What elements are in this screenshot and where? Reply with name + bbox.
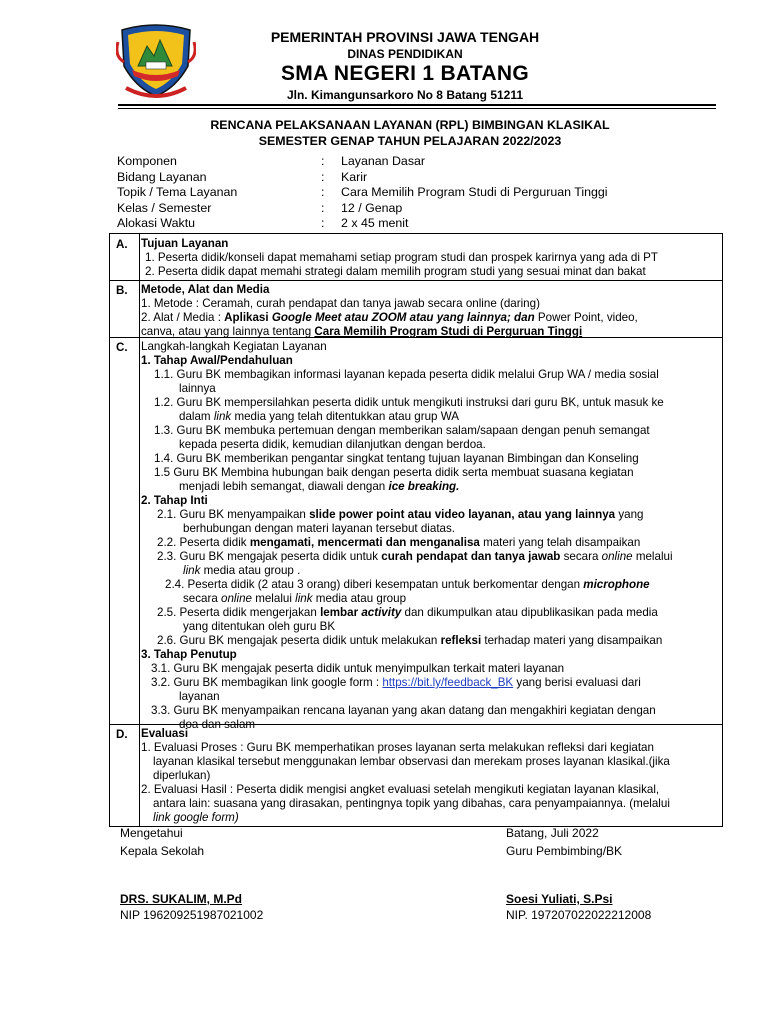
- info-value: 12 / Genap: [341, 200, 403, 215]
- step-item-continuation: lainnya: [179, 382, 216, 395]
- section-a: [141, 237, 715, 279]
- stage-title: 2. Tahap Inti: [141, 494, 208, 507]
- info-value: 2 x 45 menit: [341, 216, 409, 231]
- government-name: PEMERINTAH PROVINSI JAWA TENGAH: [270, 29, 540, 45]
- document-subtitle: SEMESTER GENAP TAHUN PELAJARAN 2022/2023: [258, 134, 562, 148]
- info-colon: :: [321, 185, 325, 200]
- section-c: [141, 340, 715, 731]
- section-letter: C.: [116, 341, 128, 354]
- table-column-divider: [139, 234, 140, 826]
- info-value: Layanan Dasar: [341, 154, 426, 168]
- evaluation-item-continuation: layanan klasikal tersebut menggunakan lembar observasi dan merekam proses layanan klasikal.(jika: [153, 755, 670, 768]
- section-title: Evaluasi: [141, 727, 189, 740]
- step-item-continuation: menjadi lebih semangat, diawali dengan ice breaking.: [179, 480, 460, 493]
- info-colon: :: [321, 154, 325, 168]
- step-item: 2.1. Guru BK menyampaikan slide power point atau video layanan, atau yang lainnya yang: [157, 508, 644, 521]
- info-key: Bidang Layanan: [117, 169, 207, 184]
- info-block: [117, 154, 707, 234]
- evaluation-item-continuation: link google form): [153, 811, 239, 824]
- list-item: 2. Peserta didik dapat memahi strategi dalam memilih program studi yang sesuai minat dan bakat: [145, 265, 646, 278]
- step-item: 2.6. Guru BK mengajak peserta didik untuk melakukan refleksi terhadap materi yang disampaikan: [157, 634, 663, 647]
- acknowledged-label: Mengetahui: [120, 826, 183, 840]
- step-item: 3.1. Guru BK mengajak peserta didik untuk menyimpulkan terkait materi layanan: [151, 662, 565, 675]
- stage-title: 3. Tahap Penutup: [141, 648, 237, 661]
- info-value: Karir: [341, 169, 368, 184]
- step-item-continuation: yang ditentukan oleh guru BK: [183, 620, 336, 633]
- section-d: [141, 727, 715, 823]
- step-item: 3.2. Guru BK membagikan link google form : https://bit.ly/feedback_BK yang berisi evaluasi dari: [151, 676, 641, 689]
- info-colon: :: [321, 216, 325, 231]
- step-item-continuation: doa dan salam: [179, 718, 256, 731]
- step-item: 2.3. Guru BK mengajak peserta didik untuk curah pendapat dan tanya jawab secara online melalui: [157, 550, 673, 563]
- section-b: [141, 283, 715, 336]
- counselor-name: Soesi Yuliati, S.Psi: [506, 892, 613, 906]
- step-item: 1.4. Guru BK memberikan pengantar singkat tentang tujuan layanan Bimbingan dan Konseling: [154, 452, 639, 465]
- department-name: DINAS PENDIDIKAN: [347, 47, 463, 61]
- list-item-continuation: canva, atau yang lainnya tentang Cara Memilih Program Studi di Perguruan Tinggi: [141, 325, 583, 338]
- step-item-continuation: kepada peserta didik, kemudian dilanjutkan dengan berdoa.: [179, 438, 486, 451]
- school-address: Jln. Kimangunsarkoro No 8 Batang 51211: [286, 88, 524, 102]
- step-item-continuation: secara online melalui link media atau group: [183, 592, 407, 605]
- place-date: Batang, Juli 2022: [506, 826, 599, 840]
- step-item: 2.5. Peserta didik mengerjakan lembar activity dan dikumpulkan atau dipublikasikan pada media: [157, 606, 658, 619]
- info-key: Alokasi Waktu: [117, 216, 196, 231]
- evaluation-item-continuation: antara lain: suasana yang dirasakan, pentingnya topik yang dibahas, cara penyampaiannya. (melalui: [153, 797, 670, 810]
- section-title: Metode, Alat dan Media: [141, 283, 270, 296]
- evaluation-item-continuation: diperlukan): [153, 769, 211, 782]
- step-item: 1.5 Guru BK Membina hubungan baik dengan peserta didik serta membuat suasana kegiatan: [154, 466, 634, 479]
- header-divider-thick: [118, 104, 716, 106]
- school-name: SMA NEGERI 1 BATANG: [281, 62, 529, 85]
- step-item: 1.2. Guru BK mempersilahkan peserta didik untuk mengikuti instruksi dari guru BK, untuk masuk ke: [154, 396, 664, 409]
- counselor-nip: NIP. 197207022022212008: [506, 908, 652, 922]
- principal-name: DRS. SUKALIM, M.Pd: [120, 892, 242, 906]
- document-title: RENCANA PELAKSANAAN LAYANAN (RPL) BIMBINGAN KLASIKAL: [210, 118, 610, 132]
- table-row-divider: [110, 280, 722, 281]
- section-letter: B.: [116, 284, 128, 297]
- step-item-continuation: berhubungan dengan materi layanan tersebut diatas.: [183, 522, 456, 535]
- section-title: Tujuan Layanan: [141, 237, 229, 250]
- step-item-continuation: layanan: [179, 690, 220, 703]
- header-divider-thin: [118, 108, 716, 109]
- step-item: 2.2. Peserta didik mengamati, mencermati dan menganalisa materi yang telah disampaikan: [157, 536, 641, 549]
- counselor-label: Guru Pembimbing/BK: [506, 844, 623, 858]
- list-item: 2. Alat / Media : Aplikasi Google Meet atau ZOOM atau yang lainnya; dan Power Point, video,: [141, 311, 638, 324]
- evaluation-item: 1. Evaluasi Proses : Guru BK memperhatikan proses layanan serta melakukan refleksi dari kegiatan: [141, 741, 654, 754]
- step-item-continuation: dalam link media yang telah ditentukkan atau grup WA: [179, 410, 459, 423]
- list-item: 1. Metode : Ceramah, curah pendapat dan tanya jawab secara online (daring): [141, 297, 540, 310]
- feedback-form-link[interactable]: https://bit.ly/feedback_BK: [382, 676, 514, 689]
- activity-table: [109, 233, 723, 827]
- principal-label: Kepala Sekolah: [120, 844, 205, 858]
- stage-title: 1. Tahap Awal/Pendahuluan: [141, 354, 293, 367]
- step-item: 1.1. Guru BK membagikan informasi layanan kepada peserta didik melalui Grup WA / media sosial: [154, 368, 659, 381]
- info-key: Topik / Tema Layanan: [117, 185, 238, 200]
- step-item: 2.4. Peserta didik (2 atau 3 orang) diberi kesempatan untuk berkomentar dengan microphone: [165, 578, 650, 591]
- info-colon: :: [321, 200, 325, 215]
- evaluation-item: 2. Evaluasi Hasil : Peserta didik mengisi angket evaluasi setelah mengikuti kegiatan layanan klasikal,: [141, 783, 660, 796]
- step-item: 1.3. Guru BK membuka pertemuan dengan memberikan salam/sapaan dengan penuh semangat: [154, 424, 650, 437]
- principal-nip: NIP 196209251987021002: [120, 908, 264, 922]
- section-title: Langkah-langkah Kegiatan Layanan: [141, 340, 327, 353]
- info-key: Kelas / Semester: [117, 200, 212, 215]
- info-key: Komponen: [117, 154, 177, 168]
- section-letter: D.: [116, 728, 128, 741]
- step-item: 3.3. Guru BK menyampaikan rencana layanan yang akan datang dan mengakhiri kegiatan dengan: [151, 704, 656, 717]
- step-item-continuation: link media atau group .: [183, 564, 301, 577]
- info-value: Cara Memilih Program Studi di Perguruan Tinggi: [341, 185, 608, 200]
- list-item: 1. Peserta didik/konseli dapat memahami setiap program studi dan prospek karirnya yang ada di PT: [145, 251, 658, 264]
- section-letter: A.: [116, 238, 128, 251]
- info-colon: :: [321, 169, 325, 184]
